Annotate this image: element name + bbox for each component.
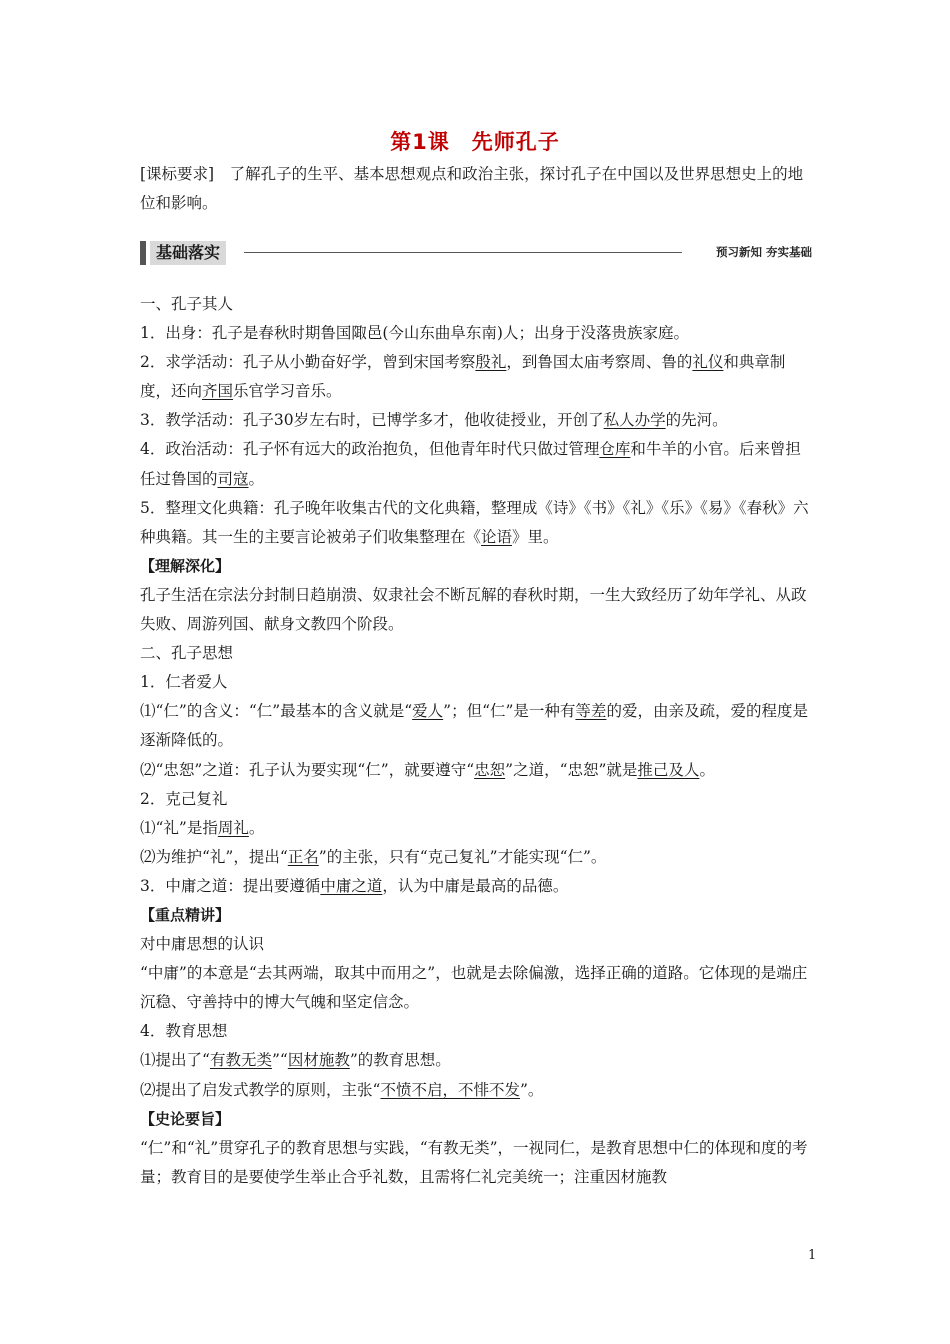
- sub-heading: 4．教育思想: [140, 1022, 228, 1041]
- list-item: 2．求学活动：孔子从小勤奋好学，曾到宋国考察殷礼，到鲁国太庙考察周、鲁的礼仪和典章制度，还向齐国乐官学习音乐。: [140, 353, 786, 401]
- requirement-text: 了解孔子的生平、基本思想观点和政治主张，探讨孔子在中国以及世界思想史上的地位和影响。: [140, 165, 804, 212]
- list-item: ⑴“仁”的含义：“仁”最基本的含义就是“爱人”；但“仁”是一种有等差的爱，由亲及疏，爱的程度是逐渐降低的。: [140, 702, 808, 750]
- lesson-title: 第1课 先师孔子: [390, 130, 560, 154]
- key-term: 中庸之道: [320, 876, 383, 895]
- curriculum-requirement: [140, 160, 812, 218]
- page-number: 1: [808, 1248, 817, 1263]
- key-term: 因材施教: [287, 1051, 350, 1070]
- list-item: ⑴“礼”是指周礼。: [140, 818, 265, 837]
- main-content: [140, 290, 812, 1192]
- focus-text: “中庸”的本意是“去其两端，取其中而用之”，也就是去除偏激，选择正确的道路。它体现的是端庄沉稳、守善持中的博大气魄和坚定信念。: [140, 964, 808, 1012]
- key-term: 司寇: [217, 469, 249, 488]
- banner-bar: [140, 241, 146, 265]
- sub-heading: 1．仁者爱人: [140, 673, 228, 692]
- list-item: 3．教学活动：孔子30岁左右时，已博学多才，他收徒授业，开创了私人办学的先河。: [140, 411, 728, 430]
- list-item: 5．整理文化典籍：孔子晚年收集古代的文化典籍，整理成《诗》《书》《礼》《乐》《易》《春秋》六种典籍。其一生的主要言论被弟子们收集整理在《论语》里。: [140, 498, 809, 546]
- list-item: 3．中庸之道：提出要遵循中庸之道，认为中庸是最高的品德。: [140, 876, 569, 895]
- list-item: 1．出身：孔子是春秋时期鲁国陬邑(今山东曲阜东南)人；出身于没落贵族家庭。: [140, 324, 689, 343]
- key-term: 仓库: [599, 440, 631, 459]
- key-term: 礼仪: [692, 353, 724, 372]
- banner-label: 基础落实: [150, 241, 226, 265]
- key-term: 忠恕: [474, 760, 506, 779]
- key-term: 等差: [575, 702, 607, 721]
- section-heading: 一、孔子其人: [140, 295, 234, 313]
- history-label: 【史论要旨】: [140, 1109, 231, 1128]
- section-banner: [140, 240, 812, 266]
- deepen-text: 孔子生活在宗法分封制日趋崩溃、奴隶社会不断瓦解的春秋时期，一生大致经历了幼年学礼、从政失败、周游列国、献身文教四个阶段。: [140, 585, 807, 634]
- key-term: 有教无类: [209, 1051, 272, 1070]
- key-term: 周礼: [217, 818, 249, 837]
- list-item: ⑵为维护“礼”，提出“正名”的主张，只有“克己复礼”才能实现“仁”。: [140, 847, 607, 866]
- key-term: 齐国: [202, 382, 234, 401]
- key-term: 私人办学: [603, 411, 666, 430]
- requirement-tag: [课标要求]: [140, 165, 215, 183]
- key-term: 论语: [481, 527, 513, 546]
- sub-heading: 2．克己复礼: [140, 789, 228, 808]
- banner-subtitle: 预习新知 夯实基础: [715, 245, 812, 259]
- focus-label: 【重点精讲】: [140, 905, 231, 924]
- focus-subtitle: 对中庸思想的认识: [140, 935, 265, 954]
- key-term: 不愤不启，不悱不发: [380, 1080, 520, 1099]
- key-term: 正名: [287, 847, 319, 866]
- key-term: 殷礼: [475, 353, 507, 372]
- key-term: 推己及人: [637, 760, 700, 779]
- key-term: 爱人: [412, 702, 444, 721]
- section-heading: 二、孔子思想: [140, 644, 234, 663]
- list-item: ⑵提出了启发式教学的原则，主张“不愤不启，不悱不发”。: [140, 1080, 544, 1099]
- banner-rule: [244, 252, 682, 253]
- list-item: 4．政治活动：孔子怀有远大的政治抱负，但他青年时代只做过管理仓库和牛羊的小官。后来曾担任过鲁国的司寇。: [140, 440, 801, 488]
- history-text: “仁”和“礼”贯穿孔子的教育思想与实践，“有教无类”，一视同仁，是教育思想中仁的体现和度的考量；教育目的是要使学生举止合乎礼数，且需将仁礼完美统一；注重因材施教: [140, 1138, 808, 1186]
- deepen-label: 【理解深化】: [140, 556, 231, 575]
- list-item: ⑴提出了“有教无类”“因材施教”的教育思想。: [140, 1051, 451, 1070]
- list-item: ⑵“忠恕”之道：孔子认为要实现“仁”，就要遵守“忠恕”之道，“忠恕”就是推己及人。: [140, 760, 715, 779]
